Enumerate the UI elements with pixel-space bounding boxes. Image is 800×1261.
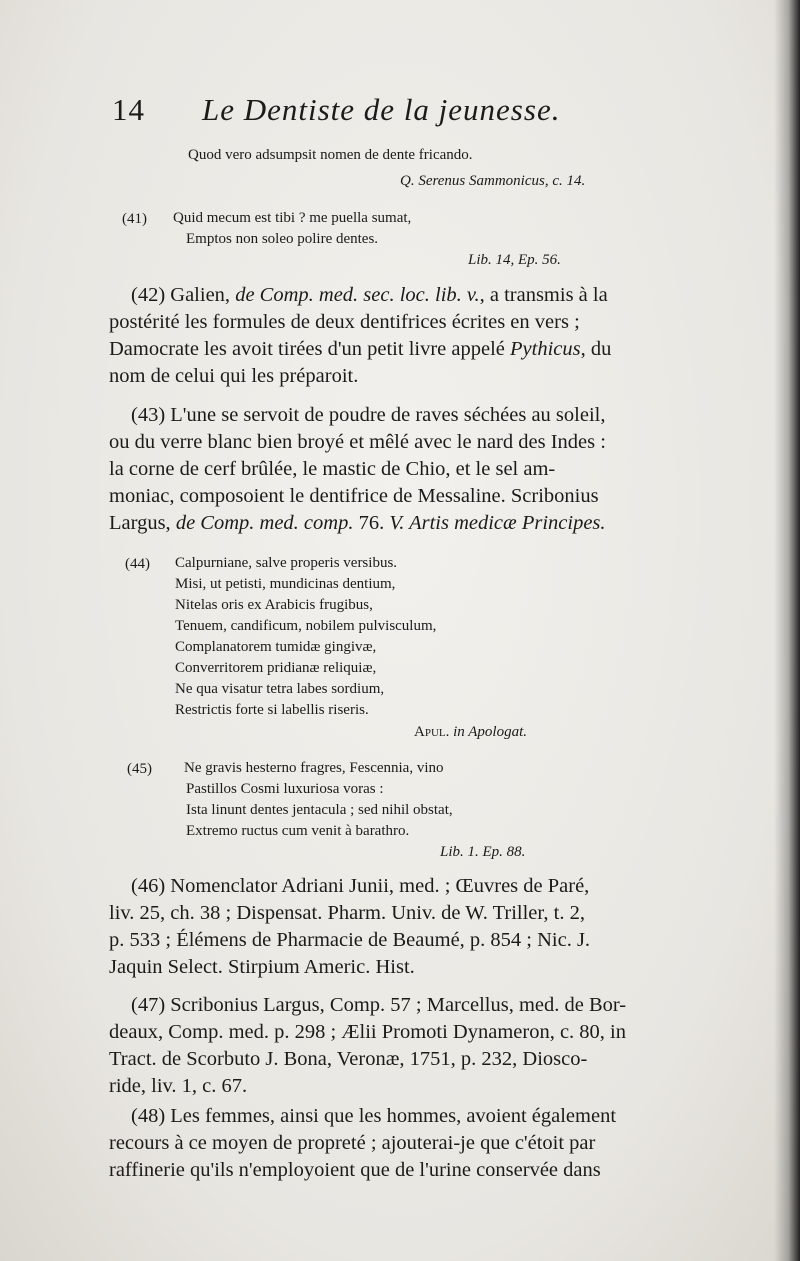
note-text: Nomenclator Adriani Junii, med. ; Œuvres de Paré, (170, 875, 590, 897)
note-line (131, 285, 608, 306)
note-text: Damocrate les avoit tirées d'un petit livre appelé (109, 338, 505, 360)
quote-line: Quod vero adsumpsit nomen de dente fricando. (188, 147, 473, 163)
note-text: Les femmes, ainsi que les hommes, avoient également (170, 1105, 617, 1127)
note-line (109, 339, 611, 360)
note-text: Galien, (170, 284, 231, 306)
note-text: , a transmis à la (479, 284, 608, 306)
note-line (109, 513, 606, 534)
page-header (112, 92, 712, 132)
note-line: ou du verre blanc bien broyé et mêlé avec le nard des Indes : (109, 431, 606, 453)
note-line (131, 995, 626, 1016)
note-line (131, 876, 589, 897)
verse-line: Pastillos Cosmi luxuriosa voras : (186, 781, 384, 797)
note-line: Tract. de Scorbuto J. Bona, Veronæ, 1751, p. 232, Diosco- (109, 1048, 588, 1070)
note-line: postérité les formules de deux dentifrices écrites en vers ; (109, 311, 580, 333)
note-line: nom de celui qui les préparoit. (109, 365, 359, 387)
note-text: , du (580, 338, 612, 360)
work: in Apologat. (453, 724, 528, 740)
note-number: (47) (131, 994, 166, 1016)
note-text: 76. (358, 512, 385, 534)
note-line: deaux, Comp. med. p. 298 ; Ælii Promoti Dynameron, c. 80, in (109, 1021, 627, 1043)
verse-line: Calpurniane, salve properis versibus. (175, 555, 398, 571)
verse-line: Complanatorem tumidæ gingivæ, (175, 639, 377, 655)
note-number: (44) (125, 556, 150, 572)
note-line: recours à ce moyen de propreté ; ajouterai-je que c'étoit par (109, 1132, 596, 1154)
verse-line: Quid mecum est tibi ? me puella sumat, (173, 210, 412, 226)
citation: de Comp. med. sec. loc. lib. v. (235, 284, 480, 306)
note-number: (42) (131, 284, 166, 306)
verse-line: Ista linunt dentes jentacula ; sed nihil obstat, (186, 802, 453, 818)
note-number: (48) (131, 1105, 166, 1127)
note-line: raffinerie qu'ils n'employoient que de l'urine conservée dans (109, 1159, 601, 1181)
note-text: Largus, (109, 512, 171, 534)
note-number: (45) (127, 761, 152, 777)
verse-line: Restrictis forte si labellis riseris. (175, 702, 369, 718)
citation: de Comp. med. comp. (175, 512, 354, 534)
note-line: ride, liv. 1, c. 67. (109, 1075, 248, 1097)
note-line (131, 1106, 616, 1127)
note-text: Scribonius Largus, Comp. 57 ; Marcellus, med. de Bor- (170, 994, 627, 1016)
verse-line: Emptos non soleo polire dentes. (186, 231, 379, 247)
book-title: Pythicus (510, 338, 581, 360)
note-line: p. 533 ; Élémens de Pharmacie de Beaumé, p. 854 ; Nic. J. (109, 929, 591, 951)
quote-attribution: Q. Serenus Sammonicus, c. 14. (400, 173, 586, 189)
running-title: Le Dentiste de la jeunesse. (202, 92, 561, 127)
verse-line: Converritorem pridianæ reliquiæ, (175, 660, 377, 676)
note-number: (46) (131, 875, 166, 897)
verse-line: Ne gravis hesterno fragres, Fescennia, vino (184, 760, 444, 776)
note-number: (43) (131, 404, 166, 426)
note-line: moniac, composoient le dentifrice de Messaline. Scribonius (109, 485, 599, 507)
page-number: 14 (112, 92, 145, 127)
verse-line: Extremo ructus cum venit à barathro. (186, 823, 410, 839)
author: Apul. (414, 724, 450, 740)
verse-line: Ne qua visatur tetra labes sordium, (175, 681, 385, 697)
verse-line: Misi, ut petisti, mundicinas dentium, (175, 576, 396, 592)
note-line: la corne de cerf brûlée, le mastic de Chio, et le sel am- (109, 458, 556, 480)
note-line: Jaquin Select. Stirpium Americ. Hist. (109, 956, 415, 978)
note-line: liv. 25, ch. 38 ; Dispensat. Pharm. Univ. de W. Triller, t. 2, (109, 902, 585, 924)
citation: V. Artis medicæ Principes. (389, 512, 606, 534)
note-attribution: Lib. 1. Ep. 88. (440, 844, 526, 860)
note-number: (41) (122, 211, 147, 227)
note-line (131, 405, 605, 426)
verse-line: Tenuem, candificum, nobilem pulvisculum, (175, 618, 437, 634)
verse-line: Nitelas oris ex Arabicis frugibus, (175, 597, 373, 613)
note-attribution (414, 725, 527, 740)
note-attribution: Lib. 14, Ep. 56. (468, 252, 561, 268)
page-edge-shadow (774, 0, 800, 1261)
note-text: L'une se servoit de poudre de raves séchées au soleil, (170, 404, 606, 426)
